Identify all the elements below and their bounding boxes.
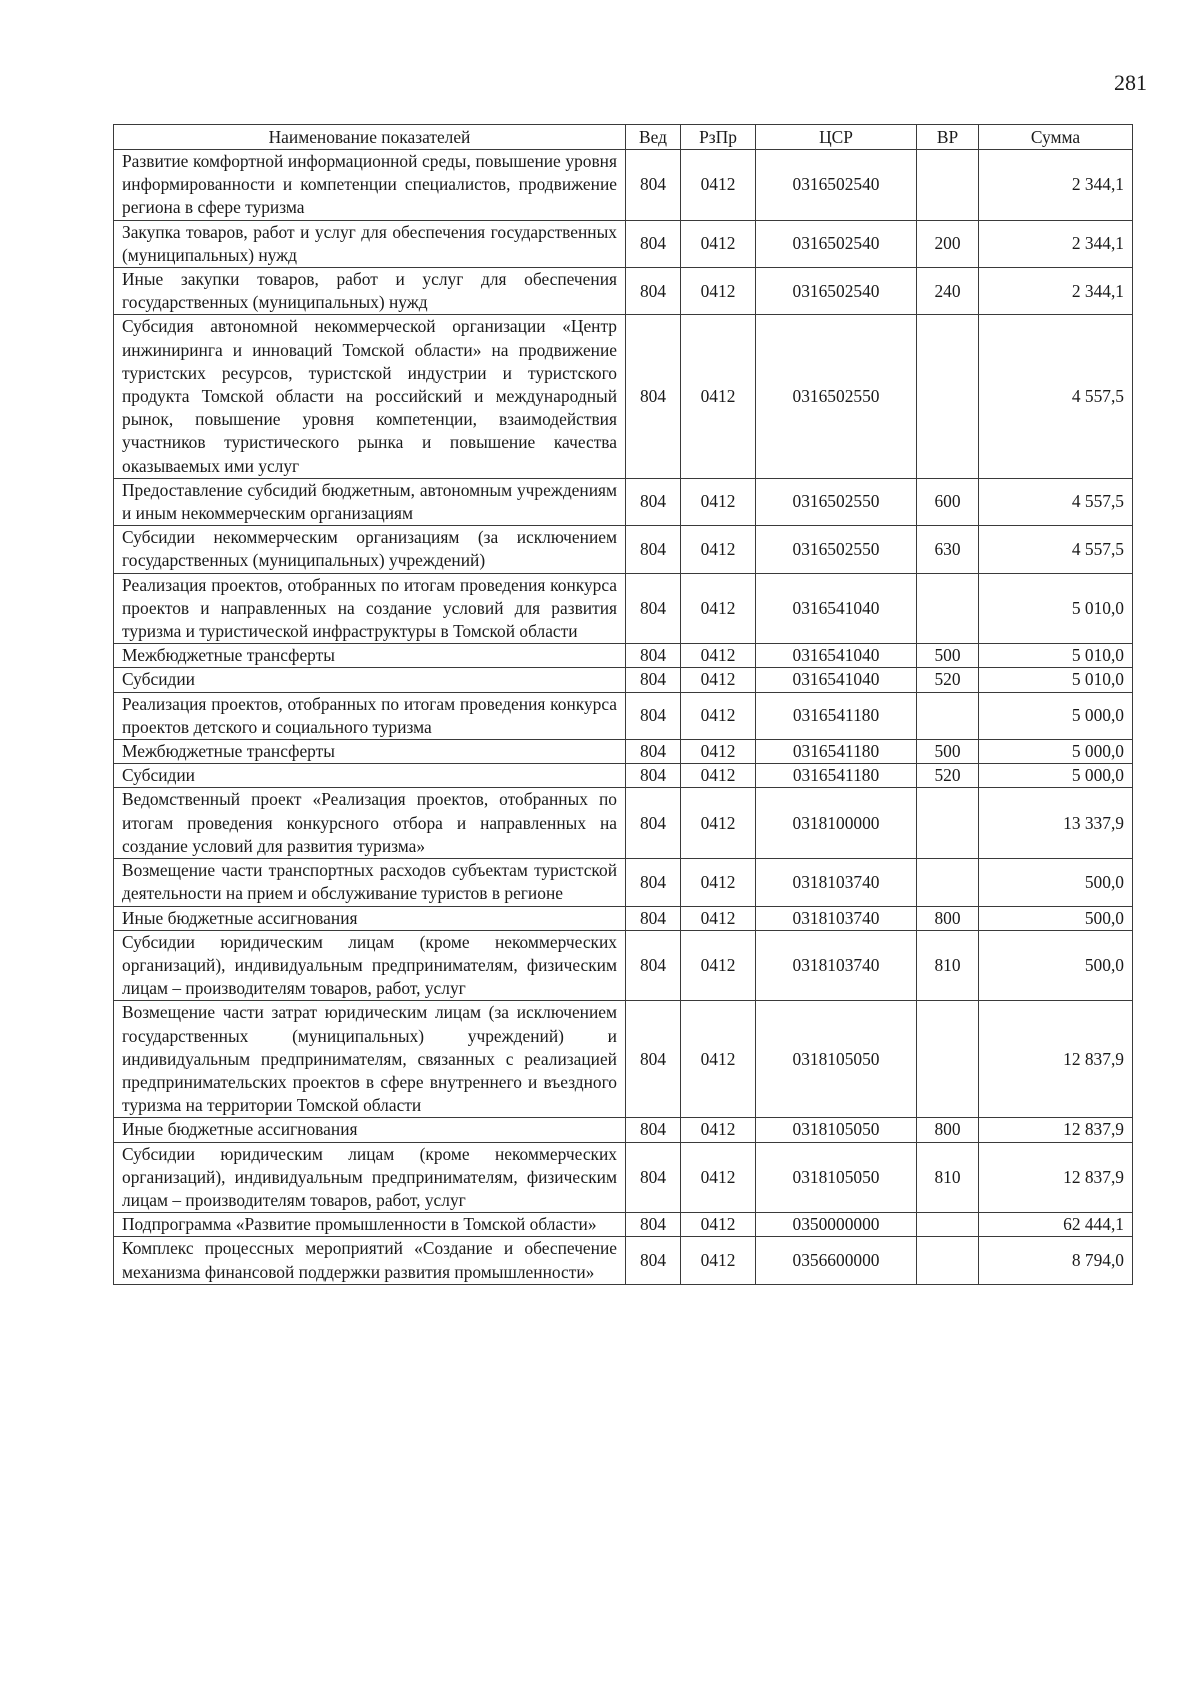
cell-rzpr: 0412 <box>681 1118 756 1142</box>
table-row <box>114 788 1133 859</box>
table-row <box>114 930 1133 1001</box>
cell-sum: 12 837,9 <box>979 1001 1133 1118</box>
table-row <box>114 1118 1133 1142</box>
cell-csr: 0318103740 <box>756 930 917 1001</box>
cell-csr: 0318105050 <box>756 1142 917 1213</box>
cell-csr: 0316502540 <box>756 220 917 267</box>
cell-ved: 804 <box>626 150 681 221</box>
cell-name: Развитие комфортной информационной среды, повышение уровня информированности и компетенции специалистов, продвижение региона в сфере туризма <box>114 150 626 221</box>
cell-ved: 804 <box>626 1213 681 1237</box>
header-csr: ЦСР <box>756 125 917 150</box>
table-row <box>114 1213 1133 1237</box>
cell-vr <box>917 1237 979 1284</box>
cell-vr: 500 <box>917 644 979 668</box>
table-row <box>114 1001 1133 1118</box>
cell-name: Субсидии некоммерческим организациям (за исключением государственных (муниципальных) учреждений) <box>114 526 626 573</box>
cell-csr: 0316541040 <box>756 573 917 644</box>
cell-rzpr: 0412 <box>681 764 756 788</box>
cell-vr: 520 <box>917 668 979 692</box>
table-row <box>114 906 1133 930</box>
cell-rzpr: 0412 <box>681 930 756 1001</box>
cell-sum: 5 000,0 <box>979 764 1133 788</box>
cell-vr: 520 <box>917 764 979 788</box>
cell-ved: 804 <box>626 740 681 764</box>
cell-ved: 804 <box>626 859 681 906</box>
cell-name: Субсидия автономной некоммерческой организации «Центр инжиниринга и инноваций Томской области» на продвижение туристских ресурсов, туристской индустрии и туристского продукта Томской области на российский и международный рынок, повышение уровня компетенции, взаимодействия участников туристического рынка и повышение качества оказываемых ими услуг <box>114 315 626 478</box>
cell-sum: 2 344,1 <box>979 268 1133 315</box>
cell-sum: 5 000,0 <box>979 692 1133 739</box>
cell-vr <box>917 315 979 478</box>
table-row <box>114 740 1133 764</box>
cell-ved: 804 <box>626 906 681 930</box>
cell-rzpr: 0412 <box>681 668 756 692</box>
cell-sum: 500,0 <box>979 859 1133 906</box>
cell-sum: 5 010,0 <box>979 573 1133 644</box>
cell-vr <box>917 573 979 644</box>
cell-name: Ведомственный проект «Реализация проектов, отобранных по итогам проведения конкурсного отбора и направленных на создание условий для развития туризма» <box>114 788 626 859</box>
table-row <box>114 315 1133 478</box>
cell-ved: 804 <box>626 315 681 478</box>
table-row <box>114 150 1133 221</box>
cell-csr: 0316502540 <box>756 150 917 221</box>
table-row <box>114 1142 1133 1213</box>
cell-rzpr: 0412 <box>681 1213 756 1237</box>
cell-name: Иные закупки товаров, работ и услуг для обеспечения государственных (муниципальных) нужд <box>114 268 626 315</box>
table-row <box>114 1237 1133 1284</box>
cell-name: Предоставление субсидий бюджетным, автономным учреждениям и иным некоммерческим организациям <box>114 478 626 525</box>
cell-rzpr: 0412 <box>681 906 756 930</box>
cell-ved: 804 <box>626 220 681 267</box>
cell-ved: 804 <box>626 644 681 668</box>
cell-sum: 13 337,9 <box>979 788 1133 859</box>
header-ved: Вед <box>626 125 681 150</box>
cell-name: Комплекс процессных мероприятий «Создание и обеспечение механизма финансовой поддержки развития промышленности» <box>114 1237 626 1284</box>
cell-rzpr: 0412 <box>681 150 756 221</box>
cell-csr: 0316541180 <box>756 692 917 739</box>
cell-rzpr: 0412 <box>681 573 756 644</box>
cell-name: Возмещение части транспортных расходов субъектам туристской деятельности на прием и обслуживание туристов в регионе <box>114 859 626 906</box>
cell-sum: 500,0 <box>979 930 1133 1001</box>
cell-csr: 0316541040 <box>756 668 917 692</box>
cell-name: Подпрограмма «Развитие промышленности в Томской области» <box>114 1213 626 1237</box>
cell-rzpr: 0412 <box>681 859 756 906</box>
cell-vr: 810 <box>917 1142 979 1213</box>
cell-csr: 0318105050 <box>756 1001 917 1118</box>
cell-csr: 0350000000 <box>756 1213 917 1237</box>
cell-vr: 810 <box>917 930 979 1001</box>
header-sum: Сумма <box>979 125 1133 150</box>
cell-vr: 630 <box>917 526 979 573</box>
cell-name: Иные бюджетные ассигнования <box>114 906 626 930</box>
cell-csr: 0316541180 <box>756 740 917 764</box>
cell-ved: 804 <box>626 268 681 315</box>
cell-vr <box>917 1213 979 1237</box>
cell-sum: 4 557,5 <box>979 478 1133 525</box>
cell-sum: 12 837,9 <box>979 1118 1133 1142</box>
cell-rzpr: 0412 <box>681 644 756 668</box>
table-row <box>114 644 1133 668</box>
header-name: Наименование показателей <box>114 125 626 150</box>
table-row <box>114 526 1133 573</box>
cell-ved: 804 <box>626 930 681 1001</box>
header-rzpr: РзПр <box>681 125 756 150</box>
cell-rzpr: 0412 <box>681 478 756 525</box>
table-body <box>114 150 1133 1285</box>
table-row <box>114 764 1133 788</box>
cell-sum: 2 344,1 <box>979 150 1133 221</box>
table-row <box>114 573 1133 644</box>
cell-ved: 804 <box>626 692 681 739</box>
cell-sum: 4 557,5 <box>979 526 1133 573</box>
cell-name: Иные бюджетные ассигнования <box>114 1118 626 1142</box>
cell-vr <box>917 1001 979 1118</box>
cell-name: Субсидии юридическим лицам (кроме некоммерческих организаций), индивидуальным предпринимателям, физическим лицам – производителям товаров, работ, услуг <box>114 1142 626 1213</box>
cell-ved: 804 <box>626 668 681 692</box>
cell-vr: 500 <box>917 740 979 764</box>
page-number: 281 <box>1114 70 1147 95</box>
cell-csr: 0356600000 <box>756 1237 917 1284</box>
cell-ved: 804 <box>626 478 681 525</box>
cell-vr: 600 <box>917 478 979 525</box>
cell-rzpr: 0412 <box>681 1237 756 1284</box>
cell-name: Реализация проектов, отобранных по итогам проведения конкурса проектов детского и социального туризма <box>114 692 626 739</box>
cell-ved: 804 <box>626 764 681 788</box>
table-header-row <box>114 125 1133 150</box>
cell-sum: 5 000,0 <box>979 740 1133 764</box>
cell-sum: 12 837,9 <box>979 1142 1133 1213</box>
cell-vr: 240 <box>917 268 979 315</box>
cell-name: Межбюджетные трансферты <box>114 644 626 668</box>
budget-table <box>113 124 1133 1285</box>
cell-rzpr: 0412 <box>681 692 756 739</box>
cell-rzpr: 0412 <box>681 526 756 573</box>
cell-ved: 804 <box>626 526 681 573</box>
cell-rzpr: 0412 <box>681 315 756 478</box>
cell-sum: 500,0 <box>979 906 1133 930</box>
cell-rzpr: 0412 <box>681 220 756 267</box>
header-vr: ВР <box>917 125 979 150</box>
cell-csr: 0318103740 <box>756 906 917 930</box>
cell-vr: 800 <box>917 906 979 930</box>
table-row <box>114 859 1133 906</box>
cell-csr: 0318105050 <box>756 1118 917 1142</box>
cell-ved: 804 <box>626 1001 681 1118</box>
cell-rzpr: 0412 <box>681 788 756 859</box>
table-row <box>114 478 1133 525</box>
cell-csr: 0316541180 <box>756 764 917 788</box>
cell-sum: 5 010,0 <box>979 644 1133 668</box>
cell-vr <box>917 150 979 221</box>
table-row <box>114 668 1133 692</box>
cell-ved: 804 <box>626 1142 681 1213</box>
cell-ved: 804 <box>626 573 681 644</box>
table-row <box>114 220 1133 267</box>
table-row <box>114 268 1133 315</box>
cell-name: Субсидии <box>114 668 626 692</box>
table-row <box>114 692 1133 739</box>
cell-ved: 804 <box>626 1237 681 1284</box>
cell-vr <box>917 788 979 859</box>
cell-sum: 5 010,0 <box>979 668 1133 692</box>
cell-sum: 62 444,1 <box>979 1213 1133 1237</box>
cell-csr: 0316502550 <box>756 315 917 478</box>
cell-csr: 0318100000 <box>756 788 917 859</box>
cell-name: Субсидии юридическим лицам (кроме некоммерческих организаций), индивидуальным предпринимателям, физическим лицам – производителям товаров, работ, услуг <box>114 930 626 1001</box>
cell-name: Закупка товаров, работ и услуг для обеспечения государственных (муниципальных) нужд <box>114 220 626 267</box>
cell-name: Межбюджетные трансферты <box>114 740 626 764</box>
cell-sum: 8 794,0 <box>979 1237 1133 1284</box>
cell-ved: 804 <box>626 1118 681 1142</box>
cell-csr: 0316541040 <box>756 644 917 668</box>
cell-rzpr: 0412 <box>681 1142 756 1213</box>
cell-vr: 800 <box>917 1118 979 1142</box>
cell-sum: 2 344,1 <box>979 220 1133 267</box>
cell-rzpr: 0412 <box>681 1001 756 1118</box>
cell-ved: 804 <box>626 788 681 859</box>
cell-name: Возмещение части затрат юридическим лицам (за исключением государственных (муниципальных) учреждений) и индивидуальным предпринимателям, связанных с реализацией предпринимательских проектов в сфере внутреннего и въездного туризма на территории Томской области <box>114 1001 626 1118</box>
cell-csr: 0316502550 <box>756 478 917 525</box>
cell-name: Субсидии <box>114 764 626 788</box>
cell-rzpr: 0412 <box>681 740 756 764</box>
cell-csr: 0316502540 <box>756 268 917 315</box>
cell-csr: 0316502550 <box>756 526 917 573</box>
cell-vr: 200 <box>917 220 979 267</box>
cell-sum: 4 557,5 <box>979 315 1133 478</box>
cell-vr <box>917 692 979 739</box>
cell-name: Реализация проектов, отобранных по итогам проведения конкурса проектов и направленных на создание условий для развития туризма и туристической инфраструктуры в Томской области <box>114 573 626 644</box>
cell-vr <box>917 859 979 906</box>
cell-rzpr: 0412 <box>681 268 756 315</box>
cell-csr: 0318103740 <box>756 859 917 906</box>
